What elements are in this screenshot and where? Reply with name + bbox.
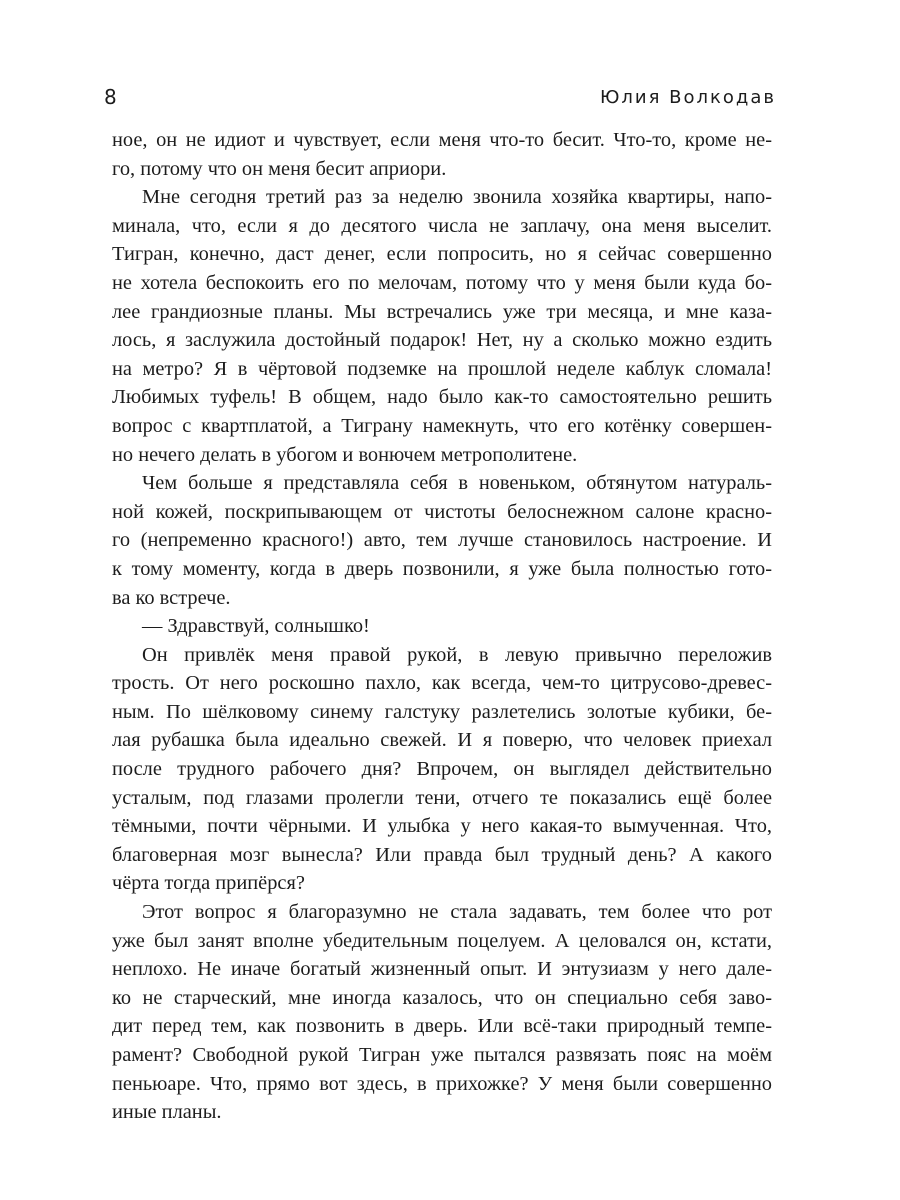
text-line: тёмными, почти чёрными. И улыбка у него какая-то вымученная. Что, — [112, 815, 772, 838]
paragraph — [112, 469, 772, 612]
text-line: трость. От него роскошно пахло, как всегда, чем-то цитрусово-древес- — [112, 672, 772, 695]
paragraph — [112, 641, 772, 898]
text-line: Мне сегодня третий раз за неделю звонила хозяйка квартиры, напо- — [142, 186, 772, 209]
text-line: после трудного рабочего дня? Впрочем, он выглядел действительно — [112, 758, 772, 781]
page-number: 8 — [104, 85, 118, 109]
text-line: пеньюаре. Что, прямо вот здесь, в прихожке? У меня были совершенно — [112, 1072, 772, 1095]
text-line: уже был занят вполне убедительным поцелуем. А целовался он, кстати, — [112, 929, 772, 952]
paragraph-dialogue — [112, 612, 772, 641]
paragraph — [112, 898, 772, 1127]
text-line: Он привлёк меня правой рукой, в левую привычно переложив — [142, 643, 772, 666]
text-line: ное, он не идиот и чувствует, если меня что-то бесит. Что-то, кроме не- — [112, 129, 772, 151]
text-line: усталым, под глазами пролегли тени, отчего те показались ещё более — [112, 786, 772, 809]
text-line: благоверная мозг вынесла? Или правда был трудный день? А какого — [112, 843, 772, 866]
text-line: ной кожей, поскрипывающем от чистоты белоснежном салоне красно- — [112, 500, 772, 523]
text-line: лось, я заслужила достойный подарок! Нет, ну а сколько можно ездить — [112, 329, 772, 352]
text-line: рамент? Свободной рукой Тигран уже пытался развязать пояс на моём — [112, 1044, 772, 1066]
text-line: го, потому что он меня бесит априори. — [112, 157, 447, 180]
text-line: иные планы. — [112, 1101, 222, 1124]
text-line: Тигран, конечно, даст денег, если попросить, но я сейчас совершенно — [112, 243, 772, 266]
body-text — [112, 126, 772, 1127]
paragraph — [112, 183, 772, 469]
running-head-author: Юлия Волкодав — [599, 86, 776, 108]
text-line: на метро? Я в чёртовой подземке на прошлой неделе каблук сломала! — [112, 357, 772, 380]
text-line: к тому моменту, когда в дверь позвонили, я уже была полностью гото- — [112, 557, 772, 580]
text-line: дит перед тем, как позвонить в дверь. Или всё-таки природный темпе- — [112, 1015, 772, 1038]
text-line: минала, что, если я до десятого числа не заплачу, она меня выселит. — [112, 214, 772, 237]
text-line: го (непременно красного!) авто, тем лучше становилось настроение. И — [112, 529, 772, 552]
text-line: ва ко встрече. — [112, 586, 231, 609]
text-line: ным. По шёлковому синему галстуку разлетелись золотые кубики, бе- — [112, 700, 772, 723]
text-line: не хотела беспокоить его по мелочам, потому что у меня были куда бо- — [112, 271, 772, 294]
paragraph — [112, 126, 772, 183]
text-line: вопрос с квартплатой, а Тиграну намекнуть, что его котёнку совершен- — [112, 414, 772, 437]
running-header — [104, 82, 776, 112]
text-line: неплохо. Не иначе богатый жизненный опыт. И энтузиазм у него дале- — [112, 958, 772, 981]
text-line: Любимых туфель! В общем, надо было как-то самостоятельно решить — [112, 386, 772, 409]
text-line: лая рубашка была идеально свежей. И я поверю, что человек приехал — [112, 729, 772, 752]
text-line: ко не старческий, мне иногда казалось, что он специально себя заво- — [112, 986, 772, 1009]
text-line: лее грандиозные планы. Мы встречались уже три месяца, и мне каза- — [112, 300, 772, 323]
text-line: Чем больше я представляла себя в новеньком, обтянутом натураль- — [142, 472, 772, 495]
text-line: — Здравствуй, солнышко! — [142, 615, 370, 638]
text-line: но нечего делать в убогом и вонючем метрополитене. — [112, 443, 578, 466]
text-line: Этот вопрос я благоразумно не стала задавать, тем более что рот — [142, 901, 772, 924]
text-line: чёрта тогда припёрся? — [112, 872, 305, 895]
